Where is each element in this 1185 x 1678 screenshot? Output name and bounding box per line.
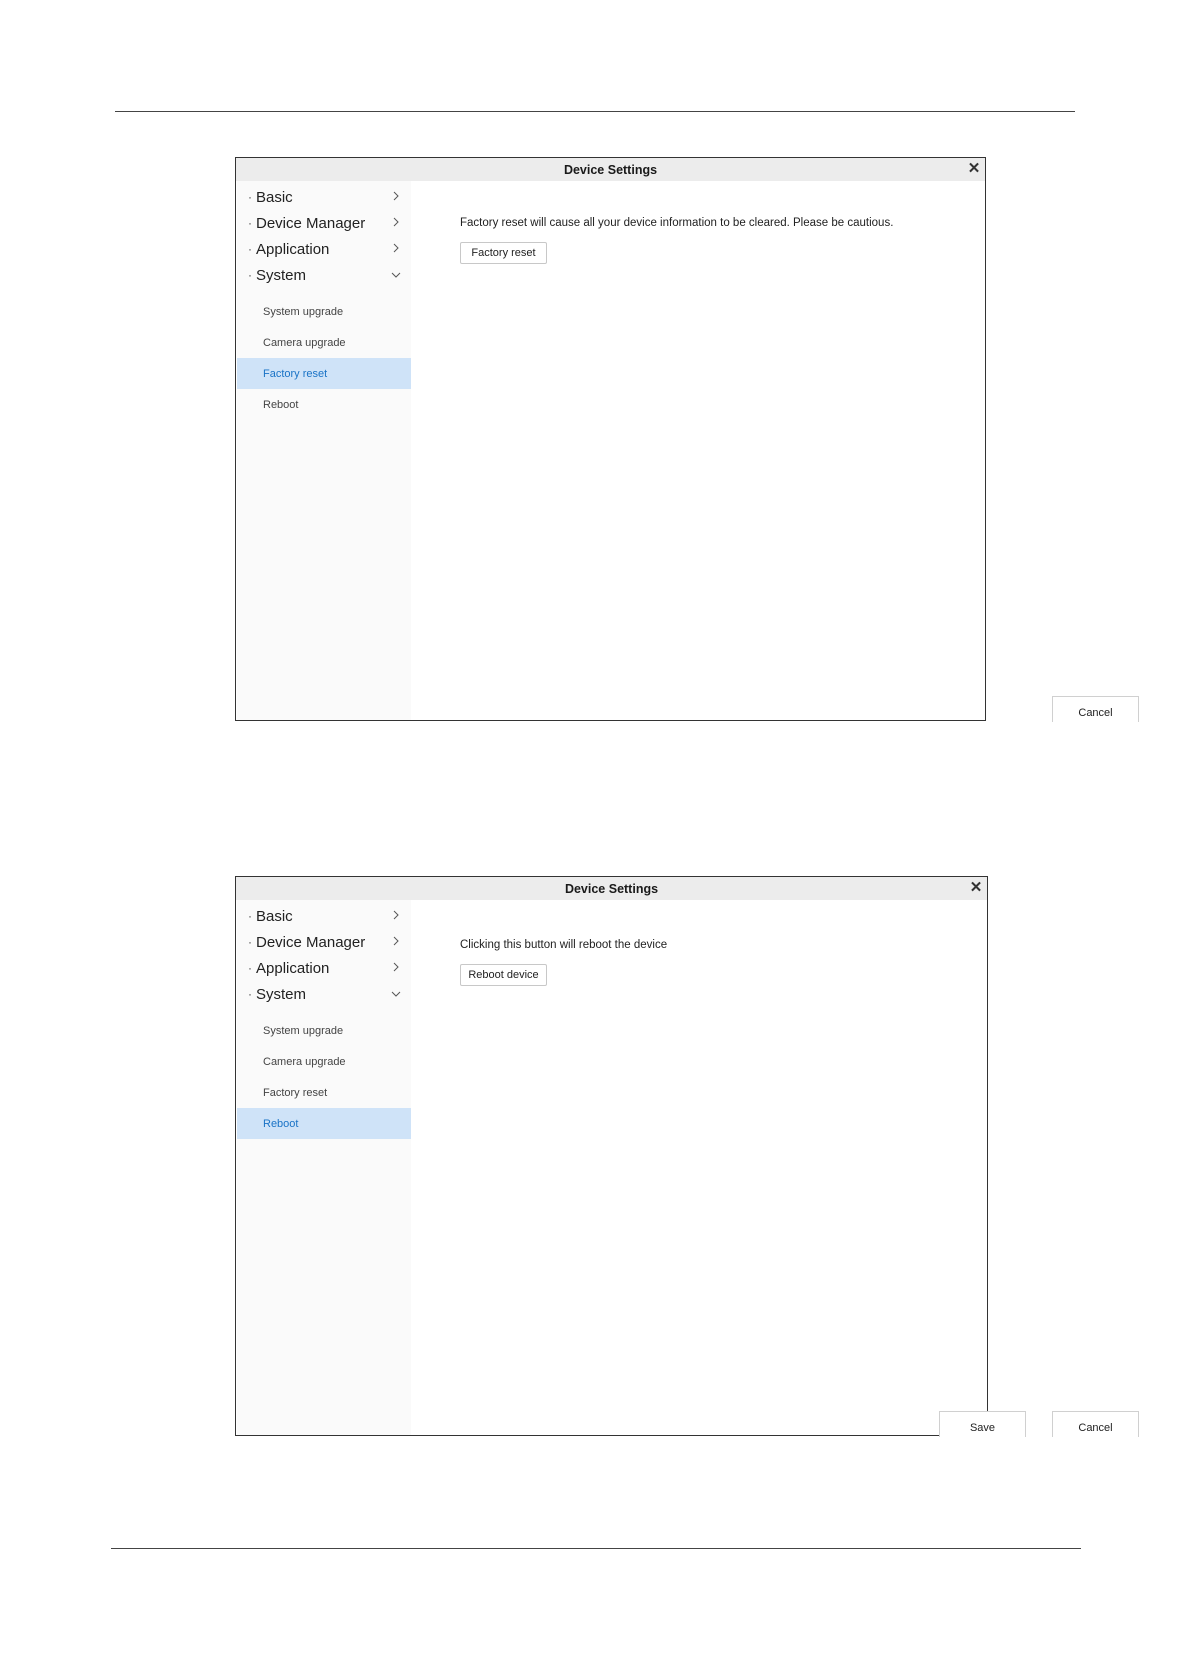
window-title <box>236 158 985 181</box>
sidebar-item-label: Application <box>256 959 330 977</box>
window-title-text: Device Settings <box>564 881 659 896</box>
chevron-right-icon <box>388 242 404 256</box>
description-text: Clicking this button will reboot the device <box>460 939 668 951</box>
sidebar-item-system[interactable] <box>248 262 404 288</box>
page-footer-rule <box>111 1548 1081 1549</box>
sidebar <box>237 181 411 720</box>
settings-content <box>411 900 1113 1435</box>
cancel-button[interactable]: Cancel <box>1052 696 1139 722</box>
bullet-icon: · <box>248 987 252 1001</box>
sidebar-item-label: Application <box>256 240 330 258</box>
sidebar-item-application[interactable] <box>248 236 404 262</box>
bullet-icon: · <box>248 268 252 282</box>
sidebar-subitem-camera-upgrade[interactable]: Camera upgrade <box>263 1055 346 1068</box>
bullet-icon: · <box>248 961 252 975</box>
device-settings-window-factory-reset <box>235 157 1113 721</box>
chevron-right-icon <box>388 909 404 923</box>
sidebar-item-application[interactable] <box>248 955 404 981</box>
close-icon[interactable]: ✕ <box>967 160 981 177</box>
save-button[interactable]: Save <box>939 1411 1026 1437</box>
sidebar-item-label: Basic <box>256 907 293 925</box>
settings-content <box>411 181 1113 720</box>
sidebar-item-device-manager[interactable] <box>248 929 404 955</box>
window-title <box>236 877 987 900</box>
window-title-text: Device Settings <box>563 162 658 177</box>
bullet-icon: · <box>248 190 252 204</box>
chevron-right-icon <box>388 190 404 204</box>
page-header-rule <box>115 111 1075 112</box>
sidebar-item-label: Device Manager <box>256 214 366 232</box>
factory-reset-button[interactable]: Factory reset <box>460 242 547 264</box>
sidebar-item-basic[interactable] <box>248 184 404 210</box>
sidebar-subitem-camera-upgrade[interactable]: Camera upgrade <box>263 336 346 349</box>
sidebar-subitem-system-upgrade[interactable]: System upgrade <box>263 305 344 318</box>
description-text: Factory reset will cause all your device information to be cleared. Please be cautious. <box>460 217 894 229</box>
device-settings-window-reboot <box>235 876 1113 1436</box>
chevron-right-icon <box>388 216 404 230</box>
sidebar-item-device-manager[interactable] <box>248 210 404 236</box>
bullet-icon: · <box>248 216 252 230</box>
sidebar-item-label: System <box>256 985 307 1003</box>
chevron-down-icon <box>388 987 404 1001</box>
cancel-button[interactable]: Cancel <box>1052 1411 1139 1437</box>
bullet-icon: · <box>248 242 252 256</box>
sidebar-item-system[interactable] <box>248 981 404 1007</box>
sidebar-item-label: System <box>256 266 307 284</box>
sidebar-subitem-factory-reset[interactable]: Factory reset <box>237 358 411 389</box>
sidebar-item-label: Device Manager <box>256 933 366 951</box>
close-icon[interactable]: ✕ <box>969 879 983 896</box>
sidebar-item-label: Basic <box>256 188 293 206</box>
sidebar-subitem-reboot[interactable]: Reboot <box>237 1108 411 1139</box>
sidebar-subitem-factory-reset[interactable]: Factory reset <box>263 1086 328 1099</box>
sidebar-item-basic[interactable] <box>248 903 404 929</box>
chevron-down-icon <box>388 268 404 282</box>
sidebar <box>237 900 411 1435</box>
chevron-right-icon <box>388 961 404 975</box>
chevron-right-icon <box>388 935 404 949</box>
sidebar-subitem-system-upgrade[interactable]: System upgrade <box>263 1024 344 1037</box>
reboot-device-button[interactable]: Reboot device <box>460 964 547 986</box>
bullet-icon: · <box>248 935 252 949</box>
bullet-icon: · <box>248 909 252 923</box>
sidebar-subitem-reboot[interactable]: Reboot <box>263 398 299 411</box>
